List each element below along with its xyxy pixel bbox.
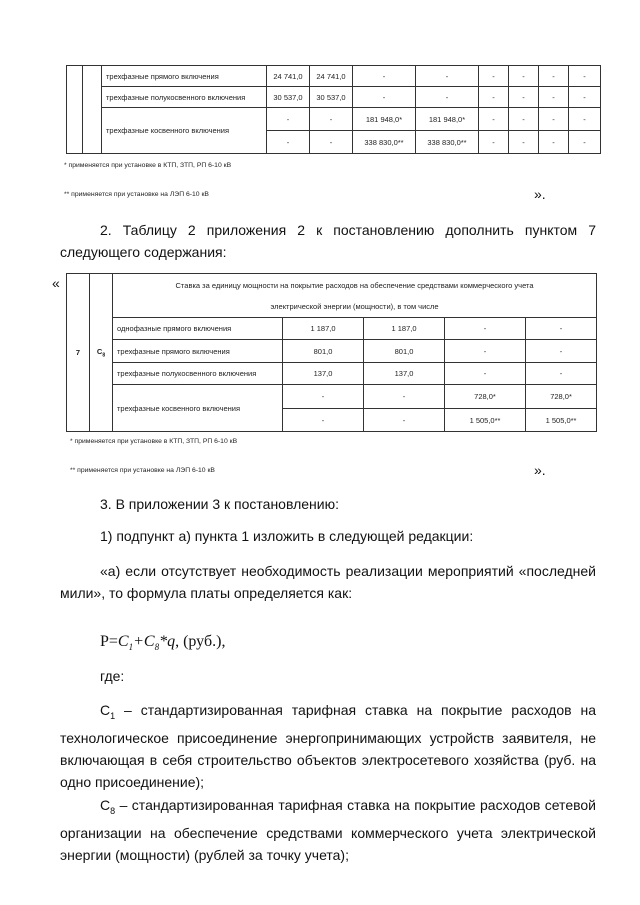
row-name: трехфазные косвенного включения <box>102 108 267 154</box>
opening-quote: « <box>52 275 60 291</box>
table-row: - - 338 830,0** 338 830,0** - - - - <box>67 131 601 154</box>
table-row: трехфазные прямого включения 24 741,0 24 741,0 - - - - - - <box>67 66 601 87</box>
closing-quote: ». <box>534 462 546 478</box>
table-row: трехфазные полукосвенного включения 137,0 137,0 - - <box>67 363 597 385</box>
table-row: трехфазные полукосвенного включения 30 537,0 30 537,0 - - - - - - <box>67 87 601 108</box>
paragraph-3: 3. В приложении 3 к постановлению: <box>100 496 339 512</box>
table-header-line-2: электрической энергии (мощности), в том числе <box>113 297 597 318</box>
rate-code: $С_8$ <box>90 274 113 432</box>
paragraph-3-1: 1) подпункт а) пункта 1 изложить в следующей редакции: <box>100 528 474 544</box>
tariff-table-top <box>66 65 601 154</box>
footnote-1: * применяется при установке в КТП, ЗТП, РП 6-10 кВ <box>64 162 232 169</box>
row-name: однофазные прямого включения <box>113 318 283 340</box>
tariff-table-item-7 <box>66 273 597 432</box>
row-name: трехфазные косвенного включения <box>113 385 283 432</box>
paragraph-3-a: «а) если отсутствует необходимость реализации мероприятий «последней мили», то формула платы определяется как: <box>60 563 596 601</box>
row-name: трехфазные полукосвенного включения <box>102 87 267 108</box>
footnote-1: * применяется при установке в КТП, ЗТП, РП 6-10 кВ <box>70 438 238 445</box>
footnote-2: ** применяется при установке на ЛЭП 6-10 кВ <box>70 467 215 474</box>
table-row: однофазные прямого включения 1 187,0 1 187,0 - - <box>67 318 597 340</box>
table-row: - - 1 505,0** 1 505,0** <box>67 409 597 432</box>
table-row: трехфазные прямого включения 801,0 801,0 - - <box>67 340 597 363</box>
paragraph-2: 2. Таблицу 2 приложения 2 к постановлению дополнить пунктом 7 следующего содержания: <box>60 222 596 260</box>
closing-quote: ». <box>534 186 546 202</box>
table-row: трехфазные косвенного включения - - 181 948,0* 181 948,0* - - - - <box>67 108 601 131</box>
table-row: трехфазные косвенного включения - - 728,0* 728,0* <box>67 385 597 409</box>
table-header-line-1: Ставка за единицу мощности на покрытие расходов на обеспечение средствами коммерческого учета <box>113 274 597 297</box>
footnote-2: ** применяется при установке на ЛЭП 6-10 кВ <box>64 191 209 198</box>
row-name: трехфазные полукосвенного включения <box>113 363 283 385</box>
where-label: где: <box>100 668 125 684</box>
definition-c1: $С_1$ – стандартизированная тарифная ставка на покрытие расходов на технологическое присоединение энергопринимающих устройств заявителя, не включающая в себя строительство объектов электросетевого хозяйства (руб. на одно присоединение); <box>60 702 596 790</box>
row-name: трехфазные прямого включения <box>102 66 267 87</box>
payment-formula: $P=C_1+C_8*q$, (руб.), <box>100 633 226 653</box>
item-number: 7 <box>67 274 90 432</box>
row-name: трехфазные прямого включения <box>113 340 283 363</box>
table-header-row <box>67 274 597 297</box>
definition-c8: $С_8$ – стандартизированная тарифная ставка на покрытие расходов сетевой организации на обеспечение средствами коммерческого учета электрической энергии (мощности) (рублей за точку учета); <box>60 797 596 863</box>
